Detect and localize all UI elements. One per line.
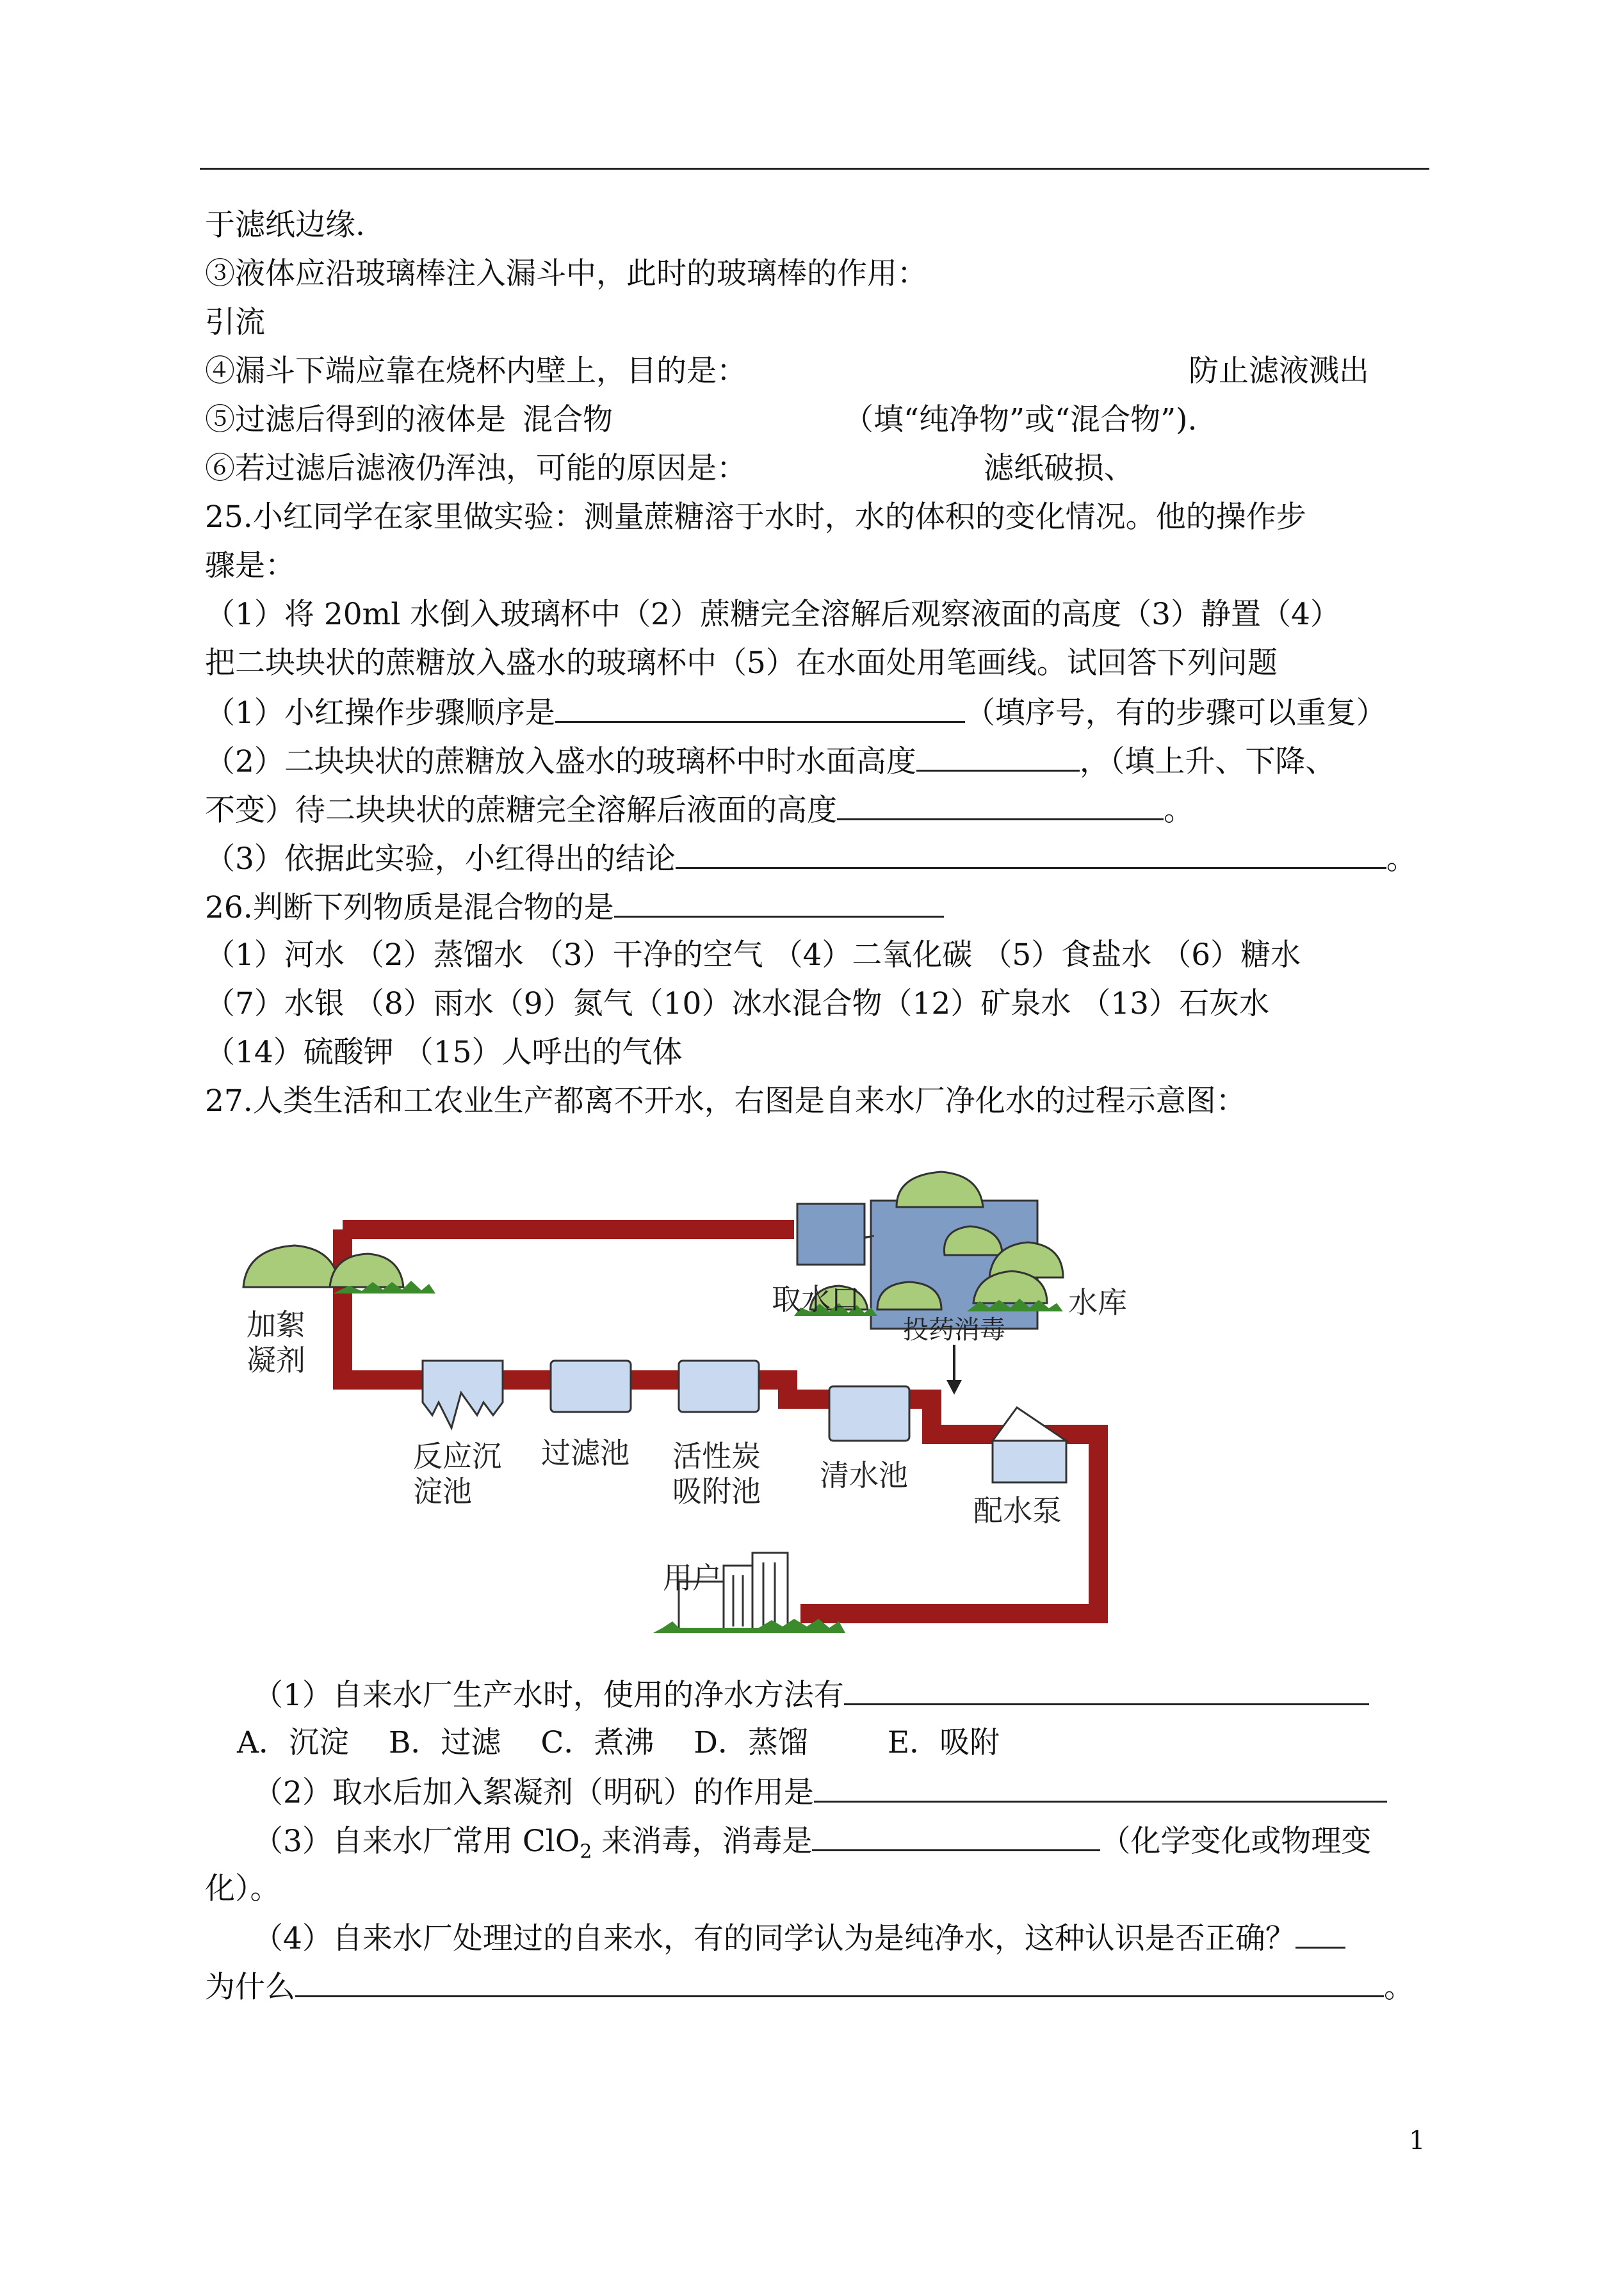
reservoir-label: 水库 (1068, 1285, 1127, 1320)
building-icon (724, 1566, 756, 1630)
text-line: （1）小红操作步骤顺序是 （填序号，有的步骤可以重复） (205, 693, 1386, 733)
answer-text: 滤纸破损、 (984, 451, 1134, 486)
text-line: （14）硫酸钾 （15）人呼出的气体 (205, 1035, 683, 1070)
flocculant-label: 凝剂 (247, 1343, 305, 1377)
pump-house (993, 1441, 1066, 1482)
user-label: 用户 (663, 1561, 722, 1595)
carbon-label: 活性炭 (672, 1439, 761, 1473)
text-line: ④漏斗下端应靠在烧杯内壁上，目的是： 防止滤液溅出 (205, 353, 1369, 389)
carbon-tank (679, 1361, 759, 1412)
text-line: 把二块块状的蔗糖放入盛水的玻璃杯中（5）在水面处用笔画线。试回答下列问题 (205, 645, 1278, 681)
arrow-head-icon (946, 1380, 962, 1395)
clear-water-label: 清水池 (820, 1458, 908, 1493)
pump-roof (993, 1407, 1066, 1441)
intake-label: 取水口 (772, 1282, 860, 1317)
question-25: 25.小红同学在家里做实验：测量蔗糖溶于水时，水的体积的变化情况。他的操作步 (205, 499, 1306, 535)
page-number: 1 (1409, 2126, 1425, 2155)
flocculant-label: 加絮 (247, 1308, 305, 1342)
carbon-label: 吸附池 (672, 1474, 761, 1509)
hill-icon (243, 1245, 339, 1287)
answer-blank[interactable] (676, 839, 1386, 869)
text-line: 为什么 。 (205, 1967, 1414, 2007)
answer-text: 混合物 (523, 402, 613, 437)
pump-label: 配水泵 (973, 1493, 1062, 1528)
answer-blank[interactable] (814, 1772, 1387, 1803)
answer-blank[interactable] (295, 1967, 1384, 1997)
hill-icon (897, 1172, 983, 1207)
text-line: ⑥若过滤后滤液仍浑浊，可能的原因是： 滤纸破损、 (205, 451, 1134, 486)
text-line: 于滤纸边缘. (205, 207, 365, 243)
answer-blank[interactable] (555, 693, 965, 723)
answer-blank[interactable] (1295, 1918, 1345, 1949)
answer-text: 防止滤液溅出 (1189, 353, 1369, 389)
text-line: ⑤过滤后得到的液体是 混合物 （填“纯净物”或“混合物”). (205, 402, 1198, 437)
text-line: ③液体应沿玻璃棒注入漏斗中，此时的玻璃棒的作用： (205, 256, 927, 291)
question-26: 26.判断下列物质是混合物的是 (205, 888, 944, 927)
text-line: 骤是： (205, 548, 295, 583)
question-27: 27.人类生活和工农业生产都离不开水，右图是自来水厂净化水的过程示意图： (205, 1083, 1246, 1119)
filter-tank (551, 1361, 631, 1412)
answer-blank[interactable] (837, 790, 1164, 820)
water-purification-diagram (231, 1140, 1140, 1658)
answer-line: 引流 (205, 305, 265, 340)
intake-box (797, 1204, 865, 1265)
answer-blank[interactable] (812, 1821, 1100, 1851)
filter-label: 过滤池 (541, 1436, 629, 1470)
sediment-label: 淀池 (413, 1474, 472, 1509)
answer-blank[interactable] (916, 742, 1080, 772)
building-icon (752, 1553, 788, 1630)
answer-blank[interactable] (614, 888, 944, 918)
dosing-label: 投药消毒 (903, 1315, 1005, 1345)
text-line: （1）将 20ml 水倒入玻璃杯中（2）蔗糖完全溶解后观察液面的高度（3）静置（4） (205, 597, 1340, 632)
clear-water-tank (829, 1386, 909, 1441)
header-rule (200, 168, 1429, 170)
text-line: （2）二块块状的蔗糖放入盛水的玻璃杯中时水面高度 ，（填上升、下降、 (205, 742, 1335, 781)
text-line: 化）。 (205, 1871, 280, 1906)
text-line: （3）依据此实验，小红得出的结论 。 (205, 839, 1417, 879)
answer-blank[interactable] (844, 1675, 1369, 1705)
text-line: （7）水银 （8）雨水（9）氮气（10）冰水混合物（12）矿泉水 （13）石灰水 (205, 986, 1270, 1021)
text-line: （1）自来水厂生产水时，使用的净水方法有 (253, 1675, 1369, 1715)
text-line: （2）取水后加入絮凝剂（明矾）的作用是 (253, 1772, 1387, 1812)
text-line: 不变）待二块块状的蔗糖完全溶解后液面的高度 。 (205, 790, 1194, 830)
sediment-label: 反应沉 (413, 1439, 501, 1473)
text-line: （1）河水 （2）蒸馏水 （3）干净的空气 （4）二氧化碳 （5）食盐水 （6）糖水 (205, 937, 1301, 973)
text-line: （4）自来水厂处理过的自来水，有的同学认为是纯净水，这种认识是否正确？ (253, 1918, 1345, 1958)
text-line: （3）自来水厂常用 ClO$_2$ 来消毒，消毒是 （化学变化或物理变 (253, 1821, 1371, 1871)
options-line: A．沉淀 B．过滤 C．煮沸 D．蒸馏 E．吸附 (237, 1725, 1000, 1760)
sediment-tank (423, 1361, 503, 1428)
